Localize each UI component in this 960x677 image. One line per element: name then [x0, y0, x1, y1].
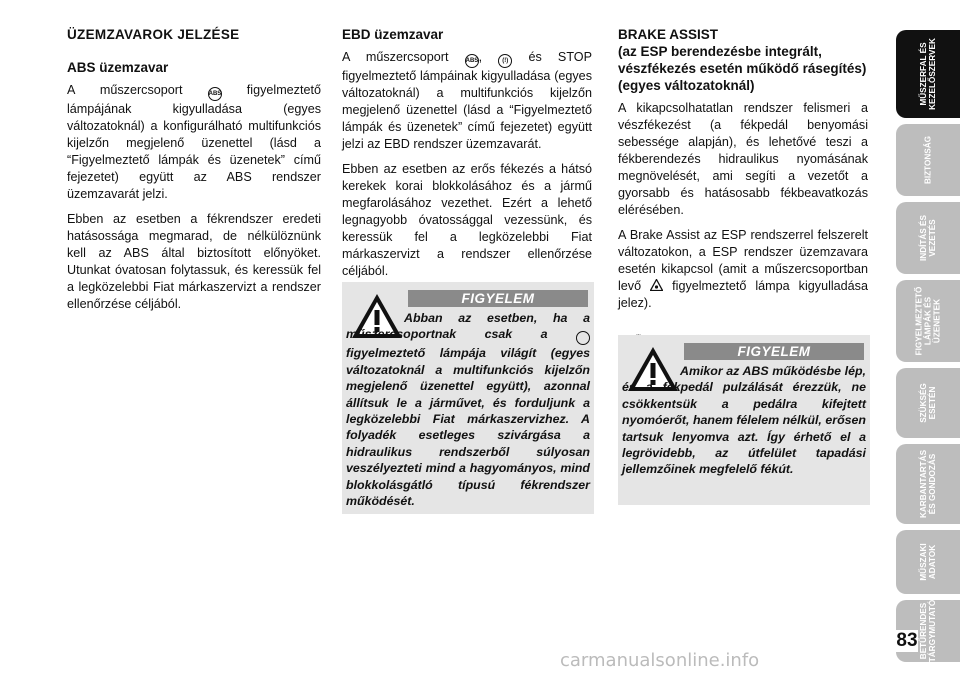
- brake-warning-icon: [576, 331, 590, 345]
- warning-title: FIGYELEM: [684, 343, 864, 360]
- column-3: [618, 26, 868, 312]
- warning-text: Amikor az ABS működésbe lép, és a fékpedál pulzálását érezzük, ne csökkentsük a pedálra kifejtett nyomóerőt, hanem félelem nélkül, erősen tartsuk lenyomva azt. Így érhető el a legrövidebb, az útfelület tapadási jellemzőinek megfelelő fékút.: [622, 364, 866, 477]
- warning-title: FIGYELEM: [408, 290, 588, 307]
- brake-warning-icon: (!): [498, 54, 512, 68]
- tab-maintenance[interactable]: KARBANTARTÁS ÉS GONDOZÁS: [896, 444, 960, 524]
- warning-box-1: [342, 282, 594, 514]
- warning-text: Abban az esetben, ha a műszercsoportnak csak a figyelmeztető lámpája világít (egyes változatoknál a multifunkciós kijelzőn megjelenő üzenettel együtt), azonnal állítsuk le a járművet, és forduljunk a legközelebbi Fiat márkaszervizhez. A folyadék esetleges szivárgása a hidraulikus rendszerből súlyosan veszélyezteti mind a hagyományos, mind blokkolásgátló típusú fékrendszer működését.: [346, 311, 590, 509]
- watermark: carmanualsonline.info: [560, 650, 760, 671]
- tab-emergency[interactable]: SZÜKSÉG ESETÉN: [896, 368, 960, 438]
- tab-index[interactable]: BETŰRENDES TÁRGYMUTATÓ: [896, 600, 960, 662]
- ebd-paragraph-1: A műszercsoport ABS, (!) és STOP figyelmeztető lámpáinak kigyulladása (egyes változatoknál) a multifunkciós kijelzőn megjelenő üzenettel (lásd a “Figyelmeztető lámpák és üzenetek” című fejezetet) együtt jelzi az EBD rendszer üzemzavarát.: [342, 50, 592, 151]
- ebd-heading: EBD üzemzavar: [342, 27, 444, 42]
- ebd-paragraph-2: Ebben az esetben az erős fékezés a hátsó kerekek korai blokkolásához és a jármű megfarolásához vezethet. Ezért a lehető legnagyobb óvatossággal vezessünk, és keressük fel a legközelebbi Fiat márkaszervizt a rendszer ellenőrzése céljából.: [342, 162, 592, 278]
- brake-assist-paragraph-1: A kikapcsolhatatlan rendszer felismeri a vészfékezést (a fékpedál benyomási sebessége alapján), és lehetővé teszi a fékberendezés hidraulikus nyomásának megnövelését, ami segíti a vezetőt a gyorsabb és hatásosabb fékbeavatkozás elérésében.: [618, 101, 868, 217]
- column-1: [67, 26, 321, 313]
- tab-technical-data[interactable]: MŰSZAKI ADATOK: [896, 530, 960, 594]
- column-2: [342, 26, 592, 280]
- tab-warning-lights[interactable]: FIGYELMEZTETŐ LÁMPÁK ÉS ÜZENETEK: [896, 280, 960, 362]
- abs-paragraph-2: Ebben az esetben a fékrendszer eredeti hatásossága megmarad, de nélkülöznünk kell az ABS által biztosított előnyöket. Utunkat óvatosan folytassuk, és keressük fel a legközelebbi Fiat márkaszervizt a rendszer ellenőrzése céljából.: [67, 212, 321, 311]
- abs-paragraph-1: A műszercsoport ABS figyelmeztető lámpájának kigyulladása (egyes változatoknál) a konfigurálható multifunkciós kijelzőn megjelenő üzenettel (lásd a “Figyelmeztető lámpák és üzenetek” című fejezetet) együtt az ABS rendszer üzemzavarát jelzi.: [67, 83, 321, 201]
- tab-safety[interactable]: BIZTONSÁG: [896, 124, 960, 196]
- abs-subheading: ABS üzemzavar: [67, 60, 169, 75]
- warning-box-2: [618, 335, 870, 505]
- page-number: 83: [896, 630, 918, 651]
- esp-warning-icon: [650, 279, 663, 291]
- brake-assist-heading: BRAKE ASSIST (az ESP berendezésbe integrált, vészfékezés esetén működő rásegítés) (egyes változatoknál): [618, 27, 867, 93]
- section-heading: ÜZEMZAVAROK JELZÉSE: [67, 27, 240, 42]
- abs-icon: ABS: [208, 87, 222, 101]
- abs-icon: ABS: [465, 54, 479, 68]
- tab-starting-driving[interactable]: INDÍTÁS ÉS VEZETÉS: [896, 202, 960, 274]
- tab-instruments[interactable]: MŰSZERFAL ÉS KEZELŐSZERVEK: [896, 30, 960, 118]
- brake-assist-paragraph-2: A Brake Assist az ESP rendszerrel felszerelt változatokon, a ESP rendszer üzemzavara esetén kikapcsol (amit a műszercsoportban levő figyelmeztető lámpa kigyulladása jelez).: [618, 228, 868, 310]
